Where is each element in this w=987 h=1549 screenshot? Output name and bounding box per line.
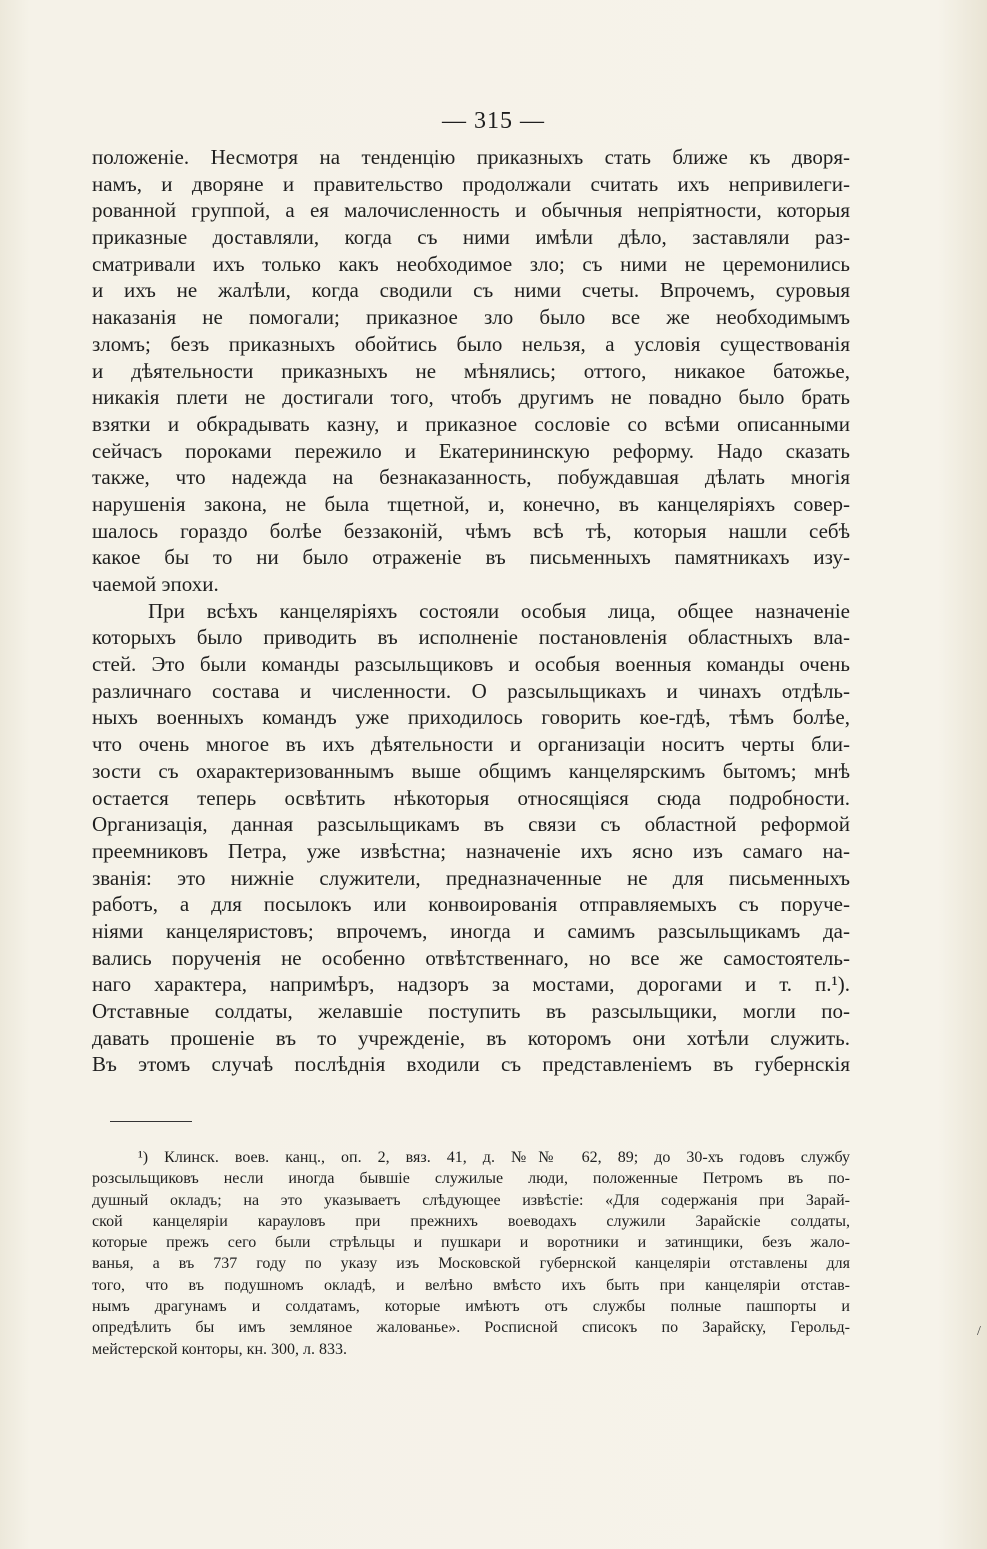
footnote-line: ванья, а въ 737 году по указу изъ Московской губернской канцеляріи отставлены для xyxy=(92,1255,850,1273)
text-line: званія: это нижніе служители, предназначенные не для письменныхъ xyxy=(92,865,850,890)
text-line: наказанія не помогали; приказное зло было все же необходимымъ xyxy=(92,305,850,330)
footnote-separator xyxy=(110,1121,192,1122)
text-line: работъ, а для посылокъ или конвоированія отправляемыхъ съ поруче- xyxy=(92,892,850,917)
text-line: шалось гораздо болѣе беззаконій, чѣмъ всѣ тѣ, которыя нашли себѣ xyxy=(92,518,850,543)
page-number: — 315 — xyxy=(442,108,545,134)
text-line: приказные доставляли, когда съ ними имѣли дѣло, заставляли раз- xyxy=(92,225,850,250)
paragraph-end-line: чаемой эпохи. xyxy=(92,572,219,596)
text-line: сматривали ихъ только какъ необходимое зло; съ ними не церемонились xyxy=(92,251,850,276)
text-line: ніями канцеляристовъ; впрочемъ, иногда и самимъ разсыльщикамъ да- xyxy=(92,918,850,943)
paragraph-start-line: При всѣхъ канцеляріяхъ состояли особыя лица, общее назначеніе xyxy=(148,598,850,623)
text-line: вались порученія не особенно отвѣтственнаго, но все же самостоятель- xyxy=(92,945,850,970)
text-line: различнаго состава и численности. О разсыльщикахъ и чинахъ отдѣль- xyxy=(92,678,850,703)
footnote-line: душный окладъ; на это указываетъ слѣдующее извѣстіе: «Для содержанія при Зарай- xyxy=(92,1191,850,1209)
text-line: Въ этомъ случаѣ послѣднія входили съ представленіемъ въ губернскія xyxy=(92,1052,850,1077)
main-text xyxy=(92,144,850,1078)
text-line: давать прошеніе въ то учрежденіе, въ которомъ они хотѣли служить. xyxy=(92,1025,850,1050)
text-line: которыхъ было приводить въ исполненіе постановленія областныхъ вла- xyxy=(92,625,850,650)
text-line: преемниковъ Петра, уже извѣстна; назначеніе ихъ ясно изъ самаго на- xyxy=(92,838,850,863)
footnote-line: ской канцеляріи карауловъ при прежнихъ воеводахъ служили Зарайскіе солдаты, xyxy=(92,1212,850,1230)
footnote-line: которые прежъ сего были стрѣльцы и пушкари и воротники и затинщики, безъ жало- xyxy=(92,1234,850,1252)
text-line: взятки и обкрадывать казну, и приказное сословіе со всѣми описанными xyxy=(92,411,850,436)
footnote-line: опредѣлить бы имъ земляное жалованье». Росписной списокъ по Зарайску, Герольд- xyxy=(92,1319,850,1337)
text-line: Организація, данная разсыльщикамъ въ связи съ областной реформой xyxy=(92,812,850,837)
footnotes xyxy=(92,1147,850,1360)
footnote-line: мейстерской конторы, кн. 300, л. 833. xyxy=(92,1340,347,1358)
text-line: что очень многое въ ихъ дѣятельности и организаціи носитъ черты бли- xyxy=(92,732,850,757)
text-line: зости съ охарактеризованнымъ выше общимъ канцелярскимъ бытомъ; мнѣ xyxy=(92,758,850,783)
text-line: сейчасъ пороками пережило и Екатерининскую реформу. Надо сказать xyxy=(92,438,850,463)
text-line: зломъ; безъ приказныхъ обойтись было нельзя, а условія существованія xyxy=(92,331,850,356)
text-line: ныхъ военныхъ командъ уже приходилось говорить кое-гдѣ, тѣмъ болѣе, xyxy=(92,705,850,730)
margin-mark: / xyxy=(977,1324,981,1339)
text-line: и дѣятельности приказныхъ не мѣнялись; оттого, никакое батожье, xyxy=(92,358,850,383)
footnote-line: ¹) Клинск. воев. канц., оп. 2, вяз. 41, д. №№ 62, 89; до 30-хъ годовъ службу xyxy=(138,1149,850,1166)
text-line: наго характера, напримѣръ, надзоръ за мостами, дорогами и т. п.¹). xyxy=(92,972,850,997)
text-line: какое бы то ни было отраженіе въ письменныхъ памятникахъ изу- xyxy=(92,545,850,570)
text-line: намъ, и дворяне и правительство продолжали считать ихъ непривилеги- xyxy=(92,171,850,196)
text-line: никакія плети не достигали того, чтобъ другимъ не повадно было брать xyxy=(92,385,850,410)
text-line: стей. Это были команды разсыльщиковъ и особыя военныя команды очень xyxy=(92,652,850,677)
text-line: Отставные солдаты, желавшіе поступить въ разсыльщики, могли по- xyxy=(92,999,850,1023)
text-line: нарушенія закона, не была тщетной, и, конечно, въ канцеляріяхъ совер- xyxy=(92,491,850,516)
footnote-line: нымъ драгунамъ и солдатамъ, которые имѣютъ отъ службы полные пашпорты и xyxy=(92,1298,850,1316)
text-line: также, что надежда на безнаказанность, побуждавшая дѣлать многія xyxy=(92,465,850,490)
text-line: остается теперь освѣтить нѣкоторыя относящіяся сюда подробности. xyxy=(92,785,850,810)
footnote-line: того, что въ подушномъ окладѣ, и велѣно вмѣсто ихъ быть при канцеляріи отстав- xyxy=(92,1276,850,1294)
text-line: и ихъ не жалѣли, когда сводили съ ними счеты. Впрочемъ, суровыя xyxy=(92,278,850,303)
footnote-line: розсыльщиковъ несли иногда бывшіе служилые люди, положенные Петромъ въ по- xyxy=(92,1170,850,1188)
text-line: положеніе. Несмотря на тенденцію приказныхъ стать ближе къ дворя- xyxy=(92,145,850,169)
text-line: рованной группой, а ея малочисленность и обычныя непріятности, которыя xyxy=(92,198,850,223)
